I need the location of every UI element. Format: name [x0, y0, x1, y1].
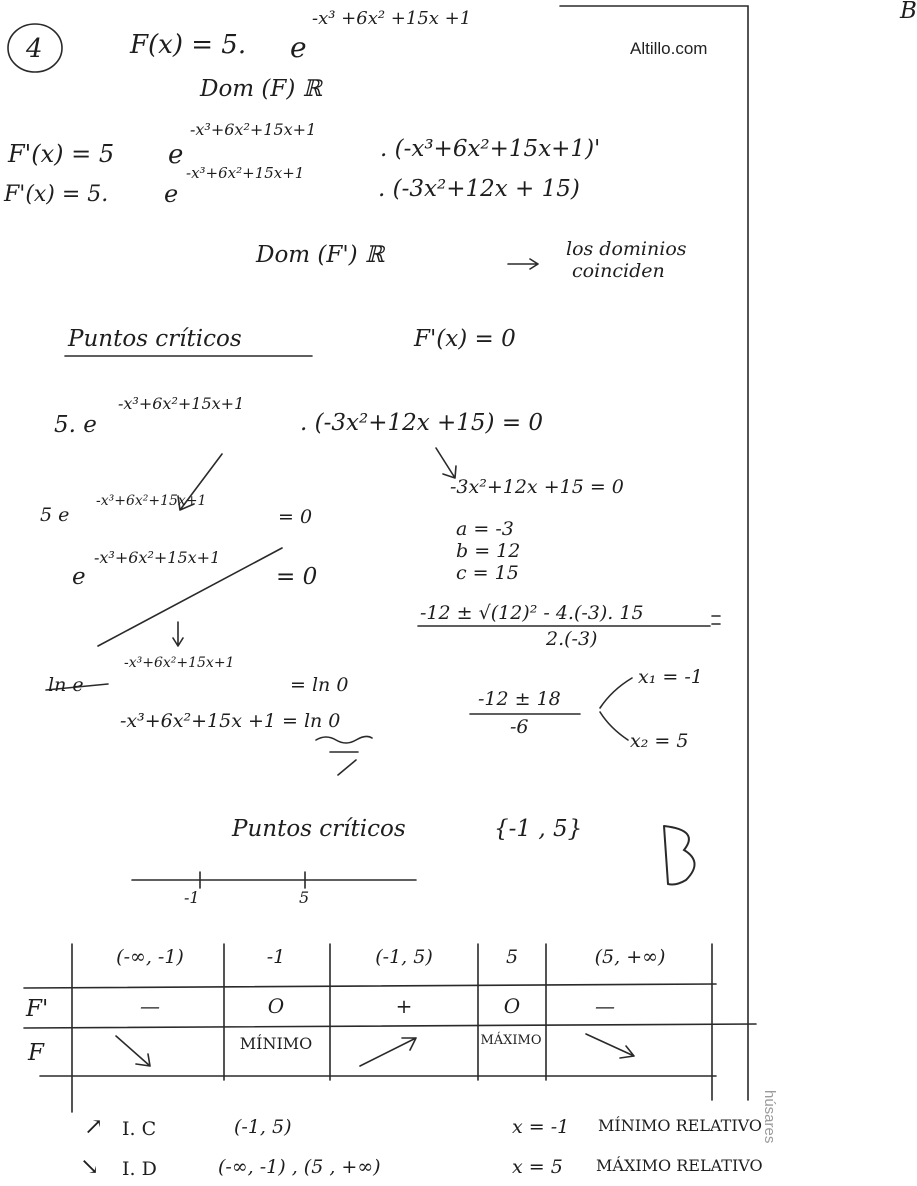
critical-heading: Puntos críticos — [68, 326, 242, 352]
quadratic-equation: -3x²+12x +15 = 0 — [450, 476, 624, 498]
derivative1-base: e — [168, 140, 184, 170]
domain-note-line2: coinciden — [572, 260, 665, 282]
right-branch-arrow — [436, 448, 456, 478]
conclusion1-label: I. C — [122, 1118, 157, 1140]
left-step2: e — [72, 564, 86, 590]
equation-exponent: -x³+6x²+15x+1 — [118, 394, 245, 413]
decreasing-arrow-2 — [586, 1034, 634, 1058]
row-fprime-label: F' — [26, 996, 49, 1022]
derivative1-exponent: -x³+6x²+15x+1 — [190, 120, 317, 139]
table-header-3: (-1, 5) — [375, 946, 433, 968]
table-header-4: 5 — [505, 946, 519, 968]
left-step2-exponent: -x³+6x²+15x+1 — [94, 548, 221, 567]
simplified-denominator: -6 — [510, 716, 529, 738]
conclusion2-symbol: ↘ — [80, 1154, 100, 1180]
exercise-number: 4 — [26, 34, 43, 64]
row-f-cell-1 — [80, 1030, 220, 1031]
equation-rhs: . (-3x²+12x +15) = 0 — [300, 410, 544, 436]
formula-denominator: 2.(-3) — [546, 628, 598, 650]
derivative2-exponent: -x³+6x²+15x+1 — [186, 164, 305, 182]
table-header-2: -1 — [266, 946, 286, 968]
down-arrow — [173, 622, 183, 646]
derivative1-factor: . (-x³+6x²+15x+1)' — [380, 136, 601, 162]
number-line — [132, 872, 416, 888]
equation-lhs: 5. e — [54, 412, 97, 438]
left-step4: -x³+6x²+15x +1 = ln 0 — [120, 710, 341, 732]
row-f-cell-5 — [550, 1030, 710, 1031]
conclusion2-point: x = 5 — [512, 1156, 563, 1178]
decreasing-arrow-1 — [116, 1036, 150, 1066]
row-fprime-cell-2: O — [267, 994, 285, 1018]
conclusion1-interval: (-1, 5) — [234, 1116, 292, 1138]
domain-arrow — [508, 259, 538, 269]
side-text: húsares — [761, 1090, 778, 1144]
row-fprime-cell-4: O — [503, 994, 521, 1018]
scribble — [316, 736, 372, 775]
left-step1-exponent: -x³+6x²+15x+1 — [96, 493, 207, 509]
number-line-tick-1: -1 — [184, 888, 200, 907]
critical-points-set: {-1 , 5} — [494, 816, 583, 842]
derivative2-base: e — [164, 180, 179, 208]
function-base: e — [290, 31, 307, 64]
root-branch — [600, 678, 632, 740]
root-x1: x₁ = -1 — [638, 666, 703, 688]
critical-points-label: Puntos críticos — [232, 816, 406, 842]
row-f-cell-4: MÁXIMO — [480, 1033, 542, 1048]
function-exponent: -x³ +6x² +15x +1 — [312, 8, 472, 29]
sign-table-grid — [24, 944, 756, 1112]
conclusion1-point: x = -1 — [512, 1116, 570, 1138]
increasing-arrow — [360, 1038, 416, 1066]
simplified-numerator: -12 ± 18 — [478, 688, 561, 710]
conclusion2-label: I. D — [122, 1158, 157, 1180]
letter-b-mark — [664, 826, 695, 885]
left-step2-rhs: = 0 — [276, 564, 318, 590]
table-header-1: (-∞, -1) — [116, 946, 184, 968]
row-f-cell-2: MÍNIMO — [239, 1034, 313, 1053]
watermark: Altillo.com — [630, 39, 708, 58]
left-step3-exponent: -x³+6x²+15x+1 — [124, 655, 235, 671]
page-border — [560, 6, 748, 1100]
number-line-tick-2: 5 — [299, 888, 310, 907]
table-header-5: (5, +∞) — [594, 946, 666, 968]
formula-numerator: -12 ± √(12)² - 4.(-3). 15 — [420, 602, 644, 624]
domain-f: Dom (F) ℝ — [200, 76, 322, 102]
conclusion2-type: MÁXIMO RELATIVO — [596, 1156, 763, 1175]
root-x2: x₂ = 5 — [630, 730, 689, 752]
coef-b: b = 12 — [456, 540, 521, 562]
derivative2-lhs: F'(x) = 5. — [4, 182, 109, 207]
row-f-cell-3 — [334, 1030, 474, 1031]
domain-note-line1: los dominios — [566, 238, 687, 260]
row-f-label: F — [28, 1040, 44, 1066]
left-step3: ln e — [48, 674, 84, 696]
row-fprime-cell-1: — — [140, 994, 160, 1018]
derivative2-factor: . (-3x²+12x + 15) — [378, 176, 580, 202]
function-lhs: F(x) = 5. — [130, 30, 247, 60]
left-step1: 5 e — [40, 504, 70, 526]
coef-c: c = 15 — [456, 562, 519, 584]
letter-mark: B — [900, 0, 917, 24]
conclusion1-symbol: ↗ — [84, 1114, 104, 1140]
derivative1-lhs: F'(x) = 5 — [8, 140, 115, 168]
coef-a: a = -3 — [456, 518, 514, 540]
conclusion1-type: MÍNIMO RELATIVO — [598, 1116, 763, 1135]
domain-fprime: Dom (F') ℝ — [256, 242, 385, 268]
row-fprime-cell-5: — — [595, 994, 615, 1018]
critical-condition: F'(x) = 0 — [414, 326, 516, 352]
row-fprime-cell-3: + — [395, 994, 413, 1018]
left-step3-rhs: = ln 0 — [290, 674, 349, 696]
left-step1-rhs: = 0 — [278, 506, 313, 528]
conclusion2-interval: (-∞, -1) , (5 , +∞) — [218, 1156, 381, 1178]
